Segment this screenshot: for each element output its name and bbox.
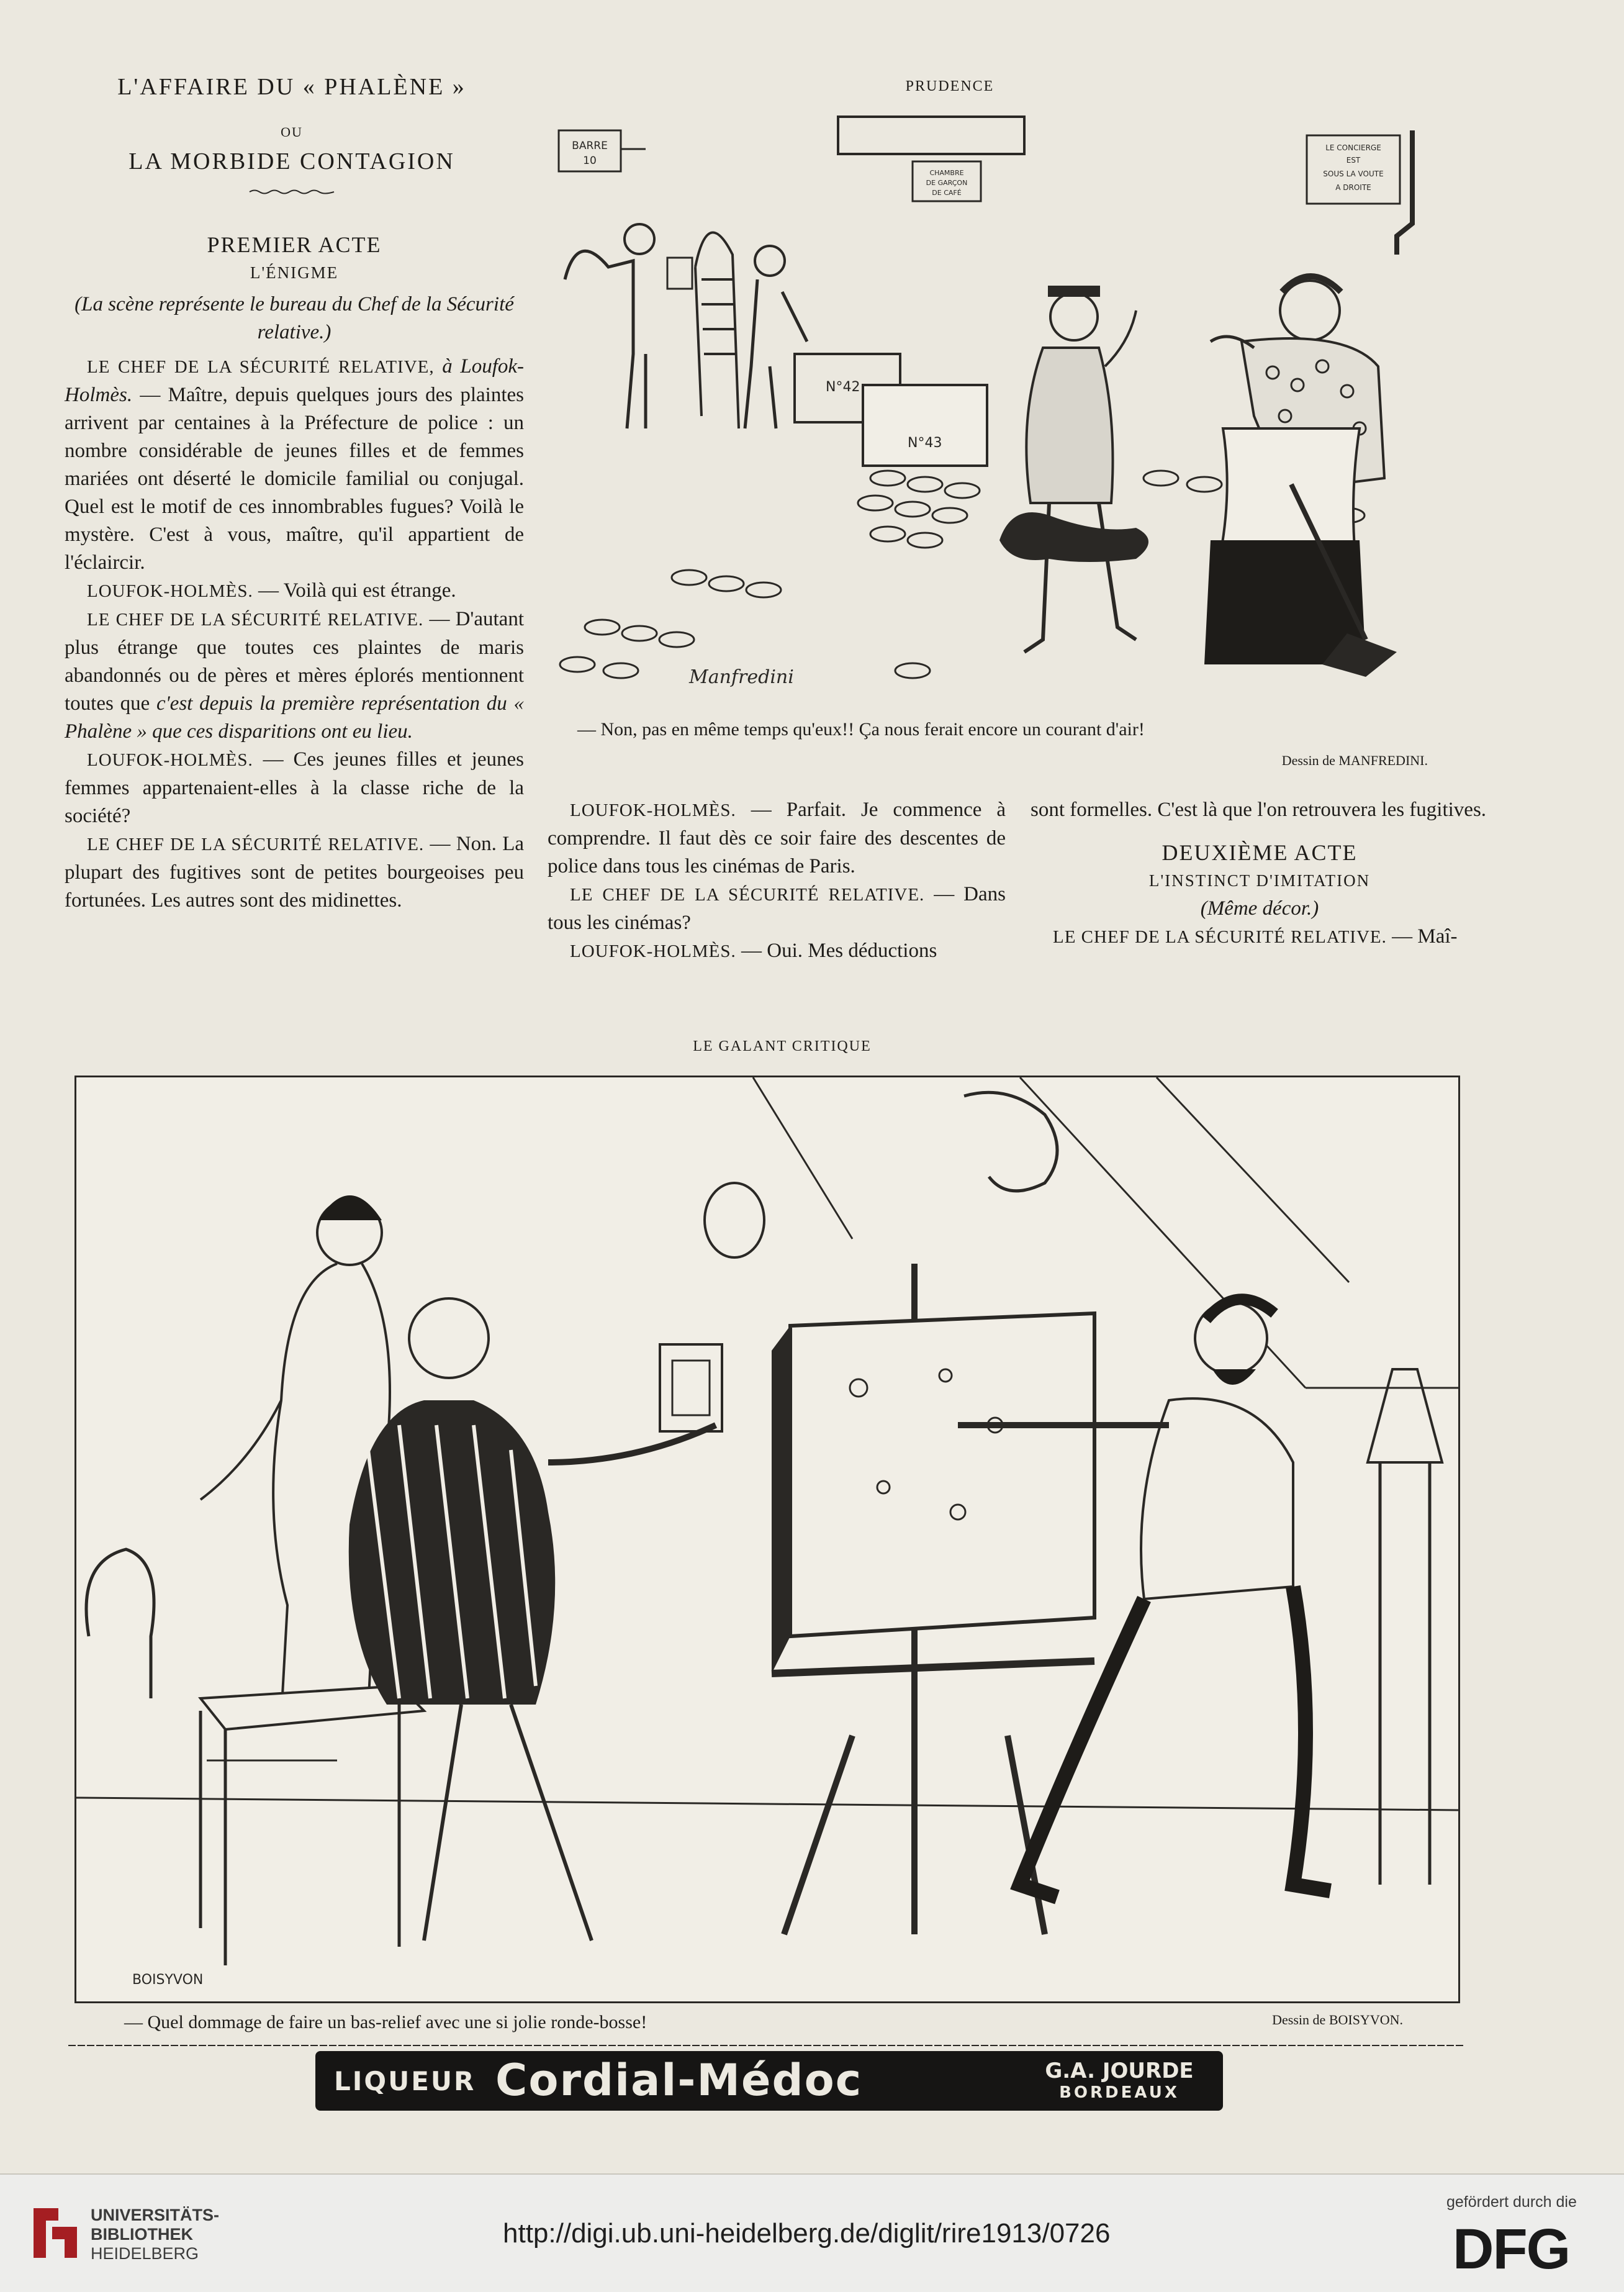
- act1-subheading: L'ÉNIGME: [250, 263, 339, 282]
- act2-heading: DEUXIÈME ACTE: [1162, 840, 1358, 865]
- advert-brand: Cordial-Médoc: [495, 2055, 863, 2106]
- paragraph-text: — Oui. Mes déductions: [741, 940, 937, 962]
- svg-text:SOUS LA VOUTE: SOUS LA VOUTE: [1323, 170, 1384, 178]
- speaker-chef: LE CHEF DE LA SÉCURITÉ RELATIVE,: [87, 357, 435, 377]
- cartoon2-illustration: [76, 1077, 1458, 2001]
- paragraph-italic: c'est depuis la première représentation du « Phalène » que ces disparitions ont eu lieu.: [65, 692, 524, 743]
- box-n43: N°43: [908, 435, 942, 451]
- paragraph-text: — D'autant plus étrange que toutes ces plaintes de maris abandonnés ou de pères et mères éplorés mentionnent toutes que: [65, 608, 524, 715]
- heidelberg-library-logo-icon: [27, 2202, 83, 2264]
- cartoon2-signature: BOISYVON: [132, 1972, 204, 1988]
- cartoon2-caption: — Quel dommage de faire un bas-relief avec une si jolie ronde-bosse!: [124, 2012, 647, 2032]
- cartoon1-caption: — Non, pas en même temps qu'eux!! Ça nous ferait encore un courant d'air!: [577, 719, 1145, 740]
- article-title-line1: L'AFFAIRE DU « PHALÈNE »: [117, 74, 466, 100]
- speaker-loufok: LOUFOK-HOLMÈS.: [87, 750, 253, 770]
- article-column-middle: [548, 796, 1006, 966]
- speaker-loufok: LOUFOK-HOLMÈS.: [570, 941, 736, 961]
- library-name: UNIVERSITÄTS- BIBLIOTHEK HEIDELBERG: [91, 2206, 220, 2263]
- act2-stage-direction: (Même décor.): [1200, 897, 1319, 920]
- title-ornament: [248, 188, 335, 196]
- act2-subheading: L'INSTINCT D'IMITATION: [1148, 871, 1371, 890]
- cordial-medoc-advert: [315, 2051, 1223, 2111]
- article-column-right: [1031, 796, 1489, 951]
- cartoon1-heading: PRUDENCE: [905, 78, 995, 94]
- cartoon1-credit: Dessin de MANFREDINI.: [1281, 753, 1428, 768]
- ad-separator-line: [68, 2043, 1465, 2048]
- speaker-loufok: LOUFOK-HOLMÈS.: [570, 800, 736, 820]
- article-title-line2: LA MORBIDE CONTAGION: [129, 148, 455, 174]
- speaker-aside: à Loufok-Holmès.: [65, 355, 524, 406]
- paragraph-text: sont formelles. C'est là que l'on retrouvera les fugitives.: [1031, 799, 1487, 821]
- digitization-url-link[interactable]: http://digi.ub.uni-heidelberg.de/diglit/rire1913/0726: [503, 2218, 1111, 2249]
- sign-chambre: CHAMBRE: [929, 169, 964, 177]
- paragraph-text: — Non. La plupart des fugitives sont de petites bourgeoises peu fortunées. Les autres sont des midinettes.: [65, 833, 524, 912]
- funded-by-label: gefördert durch die: [1446, 2193, 1577, 2211]
- cartoon2-credit: Dessin de BOISYVON.: [1272, 2012, 1403, 2027]
- speaker-chef: LE CHEF DE LA SÉCURITÉ RELATIVE.: [570, 885, 925, 905]
- advert-city: BORDEAUX: [1059, 2083, 1180, 2102]
- svg-text:10: 10: [583, 155, 597, 167]
- sign-concierge: LE CONCIERGE: [1325, 143, 1381, 152]
- speaker-chef: LE CHEF DE LA SÉCURITÉ RELATIVE.: [1053, 927, 1387, 947]
- svg-text:EST: EST: [1346, 156, 1361, 165]
- dfg-logo: DFG: [1453, 2217, 1570, 2281]
- advert-word-liqueur: LIQUEUR: [334, 2066, 476, 2096]
- paragraph-text: — Voilà qui est étrange.: [258, 579, 456, 602]
- act1-stage-direction: (La scène représente le bureau du Chef de la Sécurité relative.): [74, 293, 514, 343]
- paragraph-text: — Parfait. Je commence à comprendre. Il faut dès ce soir faire des descentes de police dans tous les cinémas de Paris.: [548, 799, 1006, 877]
- svg-text:A DROITE: A DROITE: [1335, 183, 1371, 192]
- svg-text:DE CAFÉ: DE CAFÉ: [932, 189, 962, 197]
- act1-heading: PREMIER ACTE: [207, 232, 382, 257]
- speaker-loufok: LOUFOK-HOLMÈS.: [87, 581, 253, 601]
- cartoon2-frame: [74, 1076, 1460, 2003]
- advert-maker: G.A. JOURDE: [1045, 2059, 1194, 2083]
- cartoon1-illustration: [540, 106, 1434, 702]
- speaker-chef: LE CHEF DE LA SÉCURITÉ RELATIVE.: [87, 610, 424, 630]
- speaker-chef: LE CHEF DE LA SÉCURITÉ RELATIVE.: [87, 835, 425, 854]
- article-title-ou: OU: [281, 124, 303, 140]
- paragraph-text: — Ces jeunes filles et jeunes femmes appartenaient-elles à la classe riche de la société?: [65, 748, 524, 827]
- cartoon1-signature: Manfredini: [689, 666, 794, 688]
- paragraph-text: — Dans tous les cinémas?: [548, 883, 1006, 934]
- article-column-left: [65, 231, 524, 915]
- sign-barre: BARRE: [572, 140, 608, 152]
- cartoon2-heading: LE GALANT CRITIQUE: [693, 1038, 872, 1054]
- paragraph-text: — Maître, depuis quelques jours des plaintes arrivent par centaines à la Préfecture de police : un nombre considérable de jeunes filles et de femmes mariées ont déserté le domicile familial ou conjugal. Quel est le motif de ces innombrables fugues? Voilà le mystère. C'est à vous, maître, qu'il appartient de l'éclaircir.: [65, 384, 524, 574]
- paragraph-text: — Maî-: [1392, 925, 1458, 948]
- digital-library-footer: [0, 2173, 1624, 2292]
- svg-text:DE GARÇON: DE GARÇON: [926, 179, 968, 187]
- box-n42: N°42: [826, 379, 860, 395]
